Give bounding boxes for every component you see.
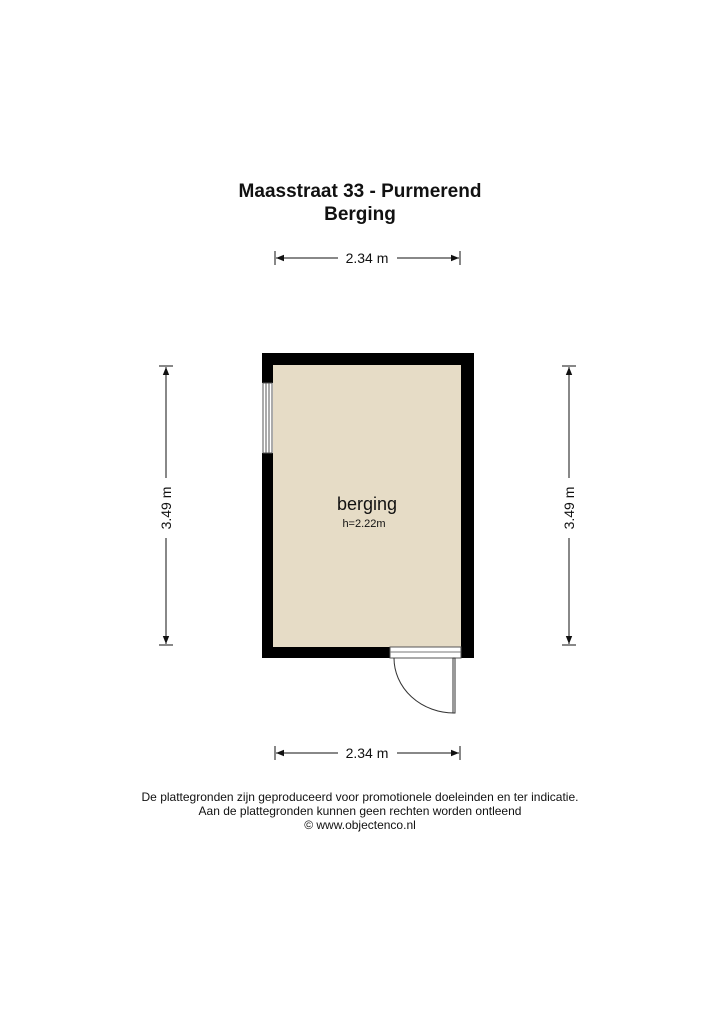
dimension-top-label: 2.34 m bbox=[345, 250, 389, 266]
wall-left-upper bbox=[262, 353, 273, 383]
room-name-label: berging bbox=[336, 494, 398, 514]
door-leaf bbox=[453, 658, 455, 713]
wall-right bbox=[461, 353, 474, 658]
plan-title-address: Maasstraat 33 - Purmerend bbox=[238, 181, 482, 202]
dimension-top-width bbox=[275, 250, 460, 266]
plan-title-floor: Berging bbox=[324, 204, 396, 225]
window-left bbox=[263, 383, 272, 453]
dimension-bottom-label: 2.34 m bbox=[345, 745, 389, 761]
dimension-bottom-width bbox=[275, 745, 460, 761]
door-swing-arc bbox=[394, 658, 454, 713]
wall-left-lower bbox=[262, 453, 273, 658]
wall-top bbox=[262, 353, 474, 365]
copyright-link[interactable]: © www.objectenco.nl bbox=[304, 818, 416, 832]
dimension-left-label: 3.49 m bbox=[158, 486, 174, 530]
dimension-left-depth bbox=[158, 366, 174, 645]
wall-bottom bbox=[262, 647, 390, 658]
disclaimer-line-1: De plattegronden zijn geproduceerd voor promotionele doeleinden en ter indicatie. bbox=[141, 790, 579, 804]
room-height-label: h=2.22m bbox=[342, 518, 386, 530]
disclaimer-line-2: Aan de plattegronden kunnen geen rechten worden ontleend bbox=[198, 804, 522, 818]
door bbox=[390, 647, 461, 713]
dimension-right-depth bbox=[561, 366, 577, 645]
dimension-right-label: 3.49 m bbox=[561, 486, 577, 530]
